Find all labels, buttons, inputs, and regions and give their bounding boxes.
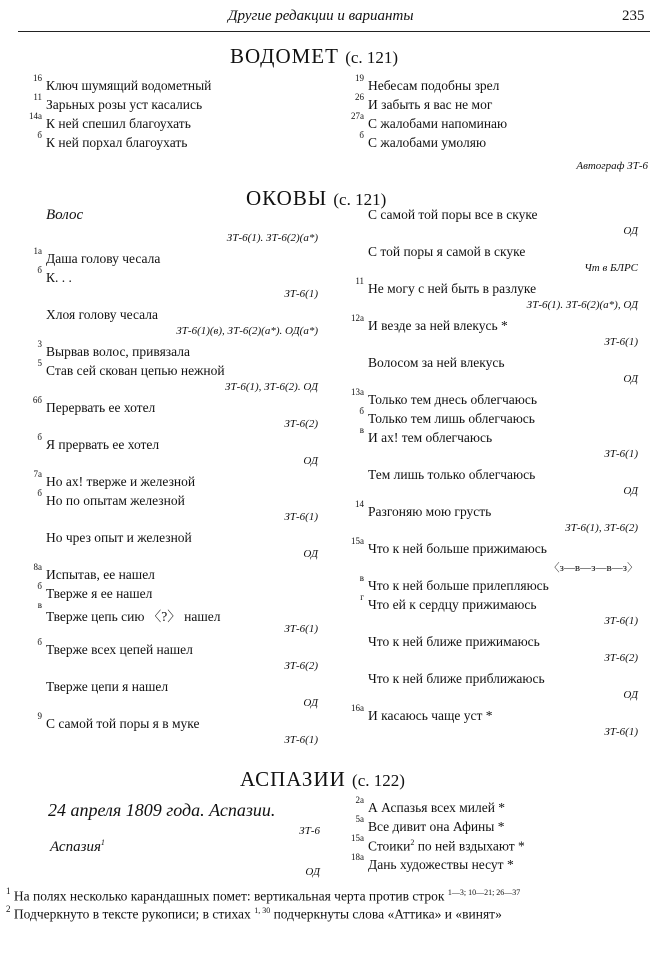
verse-text: Тверже всех цепей нашел	[46, 642, 193, 657]
verse-line	[46, 530, 192, 546]
footnote-refs: 1, 30	[254, 906, 271, 915]
section-title-okovy	[246, 186, 386, 211]
verse-text: К. . .	[46, 270, 72, 285]
verse-text: Что к ней ближе прижимаюсь	[368, 634, 540, 649]
verse-text: Но ах! тверже и железной	[46, 474, 196, 489]
verse-line	[368, 355, 505, 371]
verse-line	[37, 711, 200, 732]
verse-line	[351, 536, 547, 557]
title-text: АСПАЗИИ	[240, 767, 346, 791]
source-siglum: 〈з—в—з—в—з〉	[548, 562, 638, 574]
line-number: в	[359, 425, 364, 435]
source-siglum: ОД	[623, 225, 638, 237]
verse-text: Стоики	[368, 838, 411, 854]
verse-line	[37, 432, 160, 453]
verse-line	[37, 581, 153, 602]
verse-text: Но чрез опыт и железной	[46, 530, 192, 545]
verse-line	[33, 92, 203, 113]
verse-text: Только тем лишь облегчаюсь	[368, 411, 535, 426]
verse-line	[359, 425, 493, 446]
verse-text: Тверже цепи я нашел	[46, 679, 169, 694]
line-number: б	[359, 406, 364, 416]
source-siglum: ЗТ-6(1)	[284, 623, 318, 635]
source-siglum: ЗТ-6(1)	[604, 336, 638, 348]
line-number: г	[360, 592, 364, 602]
verse-line	[37, 265, 72, 286]
verse-text: Все дивит она Афины *	[368, 819, 505, 834]
verse-text: Но по опытам железной	[46, 493, 185, 508]
source-siglum: ЗТ-6(1)	[604, 615, 638, 627]
verse-line	[37, 339, 190, 360]
line-number: 6б	[32, 395, 42, 405]
line-number: б	[37, 130, 42, 140]
source-siglum: ОД	[623, 485, 638, 497]
line-number: в	[359, 573, 364, 583]
verse-text: И везде за ней влекусь *	[368, 318, 508, 333]
title-page-ref: (с. 121)	[333, 190, 387, 209]
verse-text: С самой той поры я в муке	[46, 716, 200, 731]
line-number: 9	[37, 711, 42, 721]
aspazii-dateline-source: ЗТ-6	[299, 825, 320, 837]
verse-text-cont: по ней вздыхают *	[414, 838, 525, 854]
title-text: ВОДОМЕТ	[230, 44, 339, 68]
footnote-ref: 1	[100, 838, 105, 847]
verse-text: Я прервать ее хотел	[46, 437, 160, 452]
verse-line	[368, 467, 535, 483]
verse-line	[355, 814, 505, 835]
title-text: ОКОВЫ	[246, 186, 328, 210]
line-number: 3	[37, 339, 42, 349]
line-number: 11	[355, 276, 364, 286]
line-number: 12а	[351, 313, 364, 323]
footnote-text: На полях несколько карандашных помет: вертикальная черта против строк	[13, 888, 445, 904]
footnote-number: 2	[6, 904, 11, 914]
line-number: 5	[37, 358, 42, 368]
verse-line	[360, 592, 537, 613]
verse-line	[351, 111, 508, 132]
verse-text: Тем лишь только облегчаюсь	[368, 467, 536, 482]
verse-text: И ах! тем облегчаюсь	[368, 430, 493, 445]
section-title-aspazii	[240, 767, 405, 792]
line-number: 16а	[351, 703, 364, 713]
source-siglum: ОД	[623, 689, 638, 701]
verse-text: Испытав, ее нашел	[46, 567, 155, 582]
line-number: б	[37, 637, 42, 647]
source-siglum: ЗТ-6(1)	[604, 448, 638, 460]
verse-text: Вырвав волос, привязала	[46, 344, 190, 359]
vodomet-source: Автограф ЗТ-6	[576, 160, 648, 172]
source-siglum: ЗТ-6(1). ЗТ-6(2)(а*), ОД	[526, 299, 638, 311]
verse-line	[46, 307, 158, 323]
verse-line	[351, 703, 493, 724]
footnote-refs: 1—3; 10—21; 26—37	[447, 888, 521, 897]
title-page-ref: (с. 122)	[352, 771, 405, 790]
verse-text: Хлоя голову чесала	[46, 307, 158, 322]
line-number: б	[37, 581, 42, 591]
source-siglum: ЗТ-6(1)	[284, 288, 318, 300]
line-number: 16	[33, 73, 42, 83]
line-number: 7а	[33, 469, 42, 479]
footnote-ref: 2	[410, 838, 415, 847]
footnote-2	[6, 906, 502, 923]
line-number: 27а	[351, 111, 364, 121]
verse-line	[351, 313, 508, 334]
verse-text: Ключ шумящий водометный	[46, 78, 212, 93]
verse-line	[368, 244, 525, 260]
verse-line	[355, 73, 500, 94]
okovy-subtitle: Волос	[46, 207, 84, 223]
source-siglum: Чт в БЛРС	[584, 262, 638, 274]
line-number: 14а	[29, 111, 42, 121]
verse-line	[368, 634, 540, 650]
verse-line	[37, 488, 185, 509]
line-number: 14	[355, 499, 364, 509]
verse-line	[351, 852, 514, 873]
verse-line	[37, 358, 225, 379]
line-number: 18а	[351, 852, 364, 862]
verse-line	[368, 671, 545, 687]
aspazii-variant	[50, 838, 105, 856]
line-number: 15а	[351, 536, 364, 546]
section-title-vodomet	[230, 44, 398, 69]
line-number: 13а	[351, 387, 364, 397]
line-number: 8а	[33, 562, 42, 572]
verse-text: Что ей к сердцу прижимаюсь	[368, 597, 537, 612]
verse-text: И касаюсь чаще уст *	[368, 708, 493, 723]
line-number: 5а	[355, 814, 364, 824]
source-siglum: ЗТ-6(1)	[284, 511, 318, 523]
aspazii-dateline: 24 апреля 1809 года. Аспазии.	[48, 800, 276, 820]
line-number: б	[37, 432, 42, 442]
verse-text: С той поры я самой в скуке	[368, 244, 526, 259]
footnote-text: Подчеркнуто в тексте рукописи; в стихах	[13, 906, 251, 922]
verse-line	[355, 92, 493, 113]
verse-text: Что к ней больше прилепляюсь	[368, 578, 549, 593]
verse-line	[359, 130, 487, 151]
verse-text: Даша голову чесала	[46, 251, 161, 266]
source-siglum: ОД	[303, 455, 318, 467]
aspazii-variant-source: ОД	[305, 866, 320, 878]
verse-line	[359, 573, 549, 594]
verse-text: Не могу с ней быть в разлуке	[368, 281, 537, 296]
source-siglum: ЗТ-6(1)	[284, 734, 318, 746]
verse-line	[37, 600, 221, 625]
verse-text: Перервать ее хотел	[46, 400, 156, 415]
page-number: 235	[622, 8, 645, 24]
verse-text: Став сей скован цепью нежной	[46, 363, 225, 378]
header-rule	[18, 31, 650, 32]
line-number: б	[359, 130, 364, 140]
verse-text: С жалобами напоминаю	[368, 116, 508, 131]
verse-text: С самой той поры все в скуке	[368, 207, 538, 222]
verse-line	[33, 246, 161, 267]
source-siglum: ЗТ-6(1)(в), ЗТ-6(2)(а*). ОД(а*)	[176, 325, 318, 337]
line-number: 11	[33, 92, 42, 102]
verse-line	[355, 276, 537, 297]
source-siglum: ЗТ-6(2)	[604, 652, 638, 664]
source-siglum: ЗТ-6(1), ЗТ-6(2). ОД	[224, 381, 318, 393]
footnote-text-cont: подчеркнуты слова «Аттика» и «винят»	[273, 906, 502, 922]
source-siglum: ОД	[623, 373, 638, 385]
verse-text: Что к ней ближе приближаюсь	[368, 671, 545, 686]
verse-line	[33, 73, 212, 94]
variant-text: Аспазия	[50, 839, 101, 855]
verse-line	[33, 562, 155, 583]
verse-text: Тверже цепь сию 〈?〉 нашел	[46, 609, 221, 624]
source-siglum: ЗТ-6(1), ЗТ-6(2)	[565, 522, 638, 534]
verse-line	[355, 795, 506, 816]
verse-text: Только тем днесь облегчаюсь	[368, 392, 538, 407]
verse-text: К ней порхал благоухать	[46, 135, 188, 150]
verse-line	[29, 111, 191, 132]
verse-line	[33, 469, 196, 490]
verse-text: Что к ней больше прижимаюсь	[368, 541, 547, 556]
verse-text: Дань художествы несут *	[368, 857, 514, 872]
verse-text: Волосом за ней влекусь	[368, 355, 505, 370]
verse-line	[37, 637, 193, 658]
source-siglum: ЗТ-6(1). ЗТ-6(2)(а*)	[226, 232, 318, 244]
line-number: 15а	[351, 833, 364, 843]
source-siglum: ЗТ-6(2)	[284, 418, 318, 430]
verse-line	[37, 130, 188, 151]
verse-line	[32, 395, 156, 416]
verse-text: Зарьных розы уст касались	[46, 97, 203, 112]
verse-text: Разгоняю мою грусть	[368, 504, 492, 519]
source-siglum: ОД	[303, 548, 318, 560]
verse-text: Тверже я ее нашел	[46, 586, 153, 601]
verse-text: К ней спешил благоухать	[46, 116, 191, 131]
running-title: Другие редакции и варианты	[228, 8, 414, 24]
verse-line	[46, 679, 168, 695]
title-page-ref: (с. 121)	[345, 48, 399, 67]
verse-text: И забыть я вас не мог	[368, 97, 493, 112]
line-number: 1а	[33, 246, 42, 256]
verse-text: А Аспазья всех милей *	[368, 800, 506, 815]
source-siglum: ЗТ-6(1)	[604, 726, 638, 738]
source-siglum: ОД	[303, 697, 318, 709]
line-number: 19	[355, 73, 364, 83]
footnote-1	[6, 888, 520, 905]
verse-line	[368, 207, 538, 223]
line-number: б	[37, 488, 42, 498]
line-number: б	[37, 265, 42, 275]
verse-line	[351, 387, 538, 408]
verse-line	[355, 499, 492, 520]
line-number: 26	[355, 92, 364, 102]
line-number: 2а	[355, 795, 364, 805]
source-siglum: ЗТ-6(2)	[284, 660, 318, 672]
verse-line	[351, 833, 525, 855]
verse-text: С жалобами умоляю	[368, 135, 487, 150]
verse-line	[359, 406, 535, 427]
footnote-number: 1	[6, 886, 11, 896]
line-number: в	[37, 600, 42, 610]
verse-text: Небесам подобны зрел	[368, 78, 500, 93]
